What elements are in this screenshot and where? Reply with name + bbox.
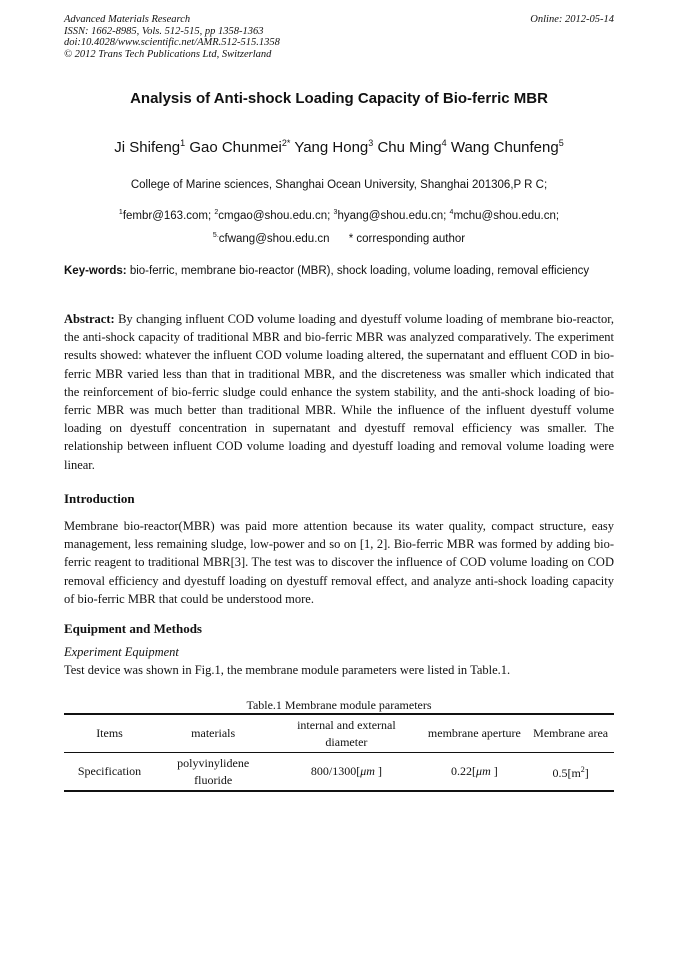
keywords-text: bio-ferric, membrane bio-reactor (MBR), shock loading, volume loading, removal efficiency [129, 265, 590, 277]
copyright-line: © 2012 Trans Tech Publications Ltd, Switzerland [64, 48, 272, 60]
section-heading-introduction: Introduction [64, 491, 135, 506]
doi-line: doi:10.4028/www.scientific.net/AMR.512-515.1358 [64, 37, 280, 48]
introduction-text: Membrane bio-reactor(MBR) was paid more attention because its water quality, compact structure, easy management, less remaining sludge, low-power and so on [1, 2]. Bio-ferric MBR was formed by adding bio-ferric reagent to traditional MBR[3]. The test was to discover the influence of COD volume loading on COD removal efficiency and dyestuff loading on dyestuff removal effect, and analyze anti-shock loading capacity of bio-ferric MBR that could be understood more. [64, 519, 614, 606]
header-cell: internal and external diameter [297, 718, 396, 749]
header-cell: Membrane area [533, 726, 609, 741]
issn-line: ISSN: 1662-8985, Vols. 512-515, pp 1358-1363 [64, 25, 264, 37]
email: $^4$mchu@shou.edu.cn; [449, 209, 560, 222]
abstract-text: By changing influent COD volume loading and dyestuff volume loading of membrane bio-reactor, the anti-shock capacity of traditional MBR and bio-ferric MBR was analyzed comparatively. The experiment results showed: whatever the influent COD volume loading altered, the supernatant and effluent COD in bio-ferric MBR varied less than that in traditional MBR, and the discreteness was smaller which indicated that the reinforcement of bio-ferric sludge could enhance the system stability, and the anti-shock loading of bio-ferric MBR was much better than traditional MBR. While the influence of the influent dyestuff volume loading on dyestuff concentration in supernatant and dyestuff removal efficiency was smaller. The relationship between influent COD volume loading and dyestuff loading and removal volume loading were linear. [64, 312, 614, 472]
paper-title: Analysis of Anti-shock Loading Capacity of Bio-ferric MBR [130, 90, 548, 107]
corresponding-note: * corresponding author [348, 232, 466, 245]
header-cell: membrane aperture [427, 726, 521, 741]
table-row [64, 753, 614, 792]
table-header-row [64, 714, 614, 753]
email: $^{5.}$cfwang@shou.edu.cn [212, 231, 330, 245]
equipment-text: Test device was shown in Fig.1, the membrane module parameters were listed in Table.1. [64, 663, 511, 677]
abstract-label: Abstract: [64, 312, 115, 326]
table-cell: 800/1300[μm ] [310, 764, 382, 779]
email-list [60, 203, 618, 249]
header-cell: Items [96, 726, 123, 741]
section-heading-equipment: Equipment and Methods [64, 621, 202, 636]
online-date: Online: 2012-05-14 [530, 14, 614, 25]
author-list [0, 138, 678, 156]
author: Ji Shifeng$^1$ [114, 138, 186, 156]
table-cell: polyvinylidene fluoride [177, 756, 250, 787]
email: $^1$fembr@163.com; [118, 209, 212, 222]
subsection-heading: Experiment Equipment [64, 645, 179, 659]
membrane-parameters-table [64, 713, 614, 792]
keywords-label: Key-words: [64, 265, 127, 277]
table-cell: $0.5[m^2]$ [552, 764, 589, 780]
author: Wang Chunfeng$^5$ [450, 138, 564, 156]
table-caption: Table.1 Membrane module parameters [246, 698, 432, 712]
keywords [64, 262, 614, 280]
author: Gao Chunmei$^{2*}$ [189, 138, 291, 156]
journal-metadata [64, 14, 280, 60]
author: Chu Ming$^4$ [377, 138, 447, 156]
email: $^2$cmgao@shou.edu.cn; [214, 209, 331, 222]
table-cell: Specification [77, 764, 142, 779]
email: $^3$hyang@shou.edu.cn; [333, 209, 447, 222]
affiliation: College of Marine sciences, Shanghai Ocean University, Shanghai 201306,P R C; [130, 179, 548, 191]
table-cell: 0.22[μm ] [451, 764, 498, 779]
journal-name: Advanced Materials Research [64, 14, 191, 25]
abstract [64, 310, 614, 474]
header-cell: materials [191, 726, 236, 741]
author: Yang Hong$^3$ [294, 138, 374, 156]
